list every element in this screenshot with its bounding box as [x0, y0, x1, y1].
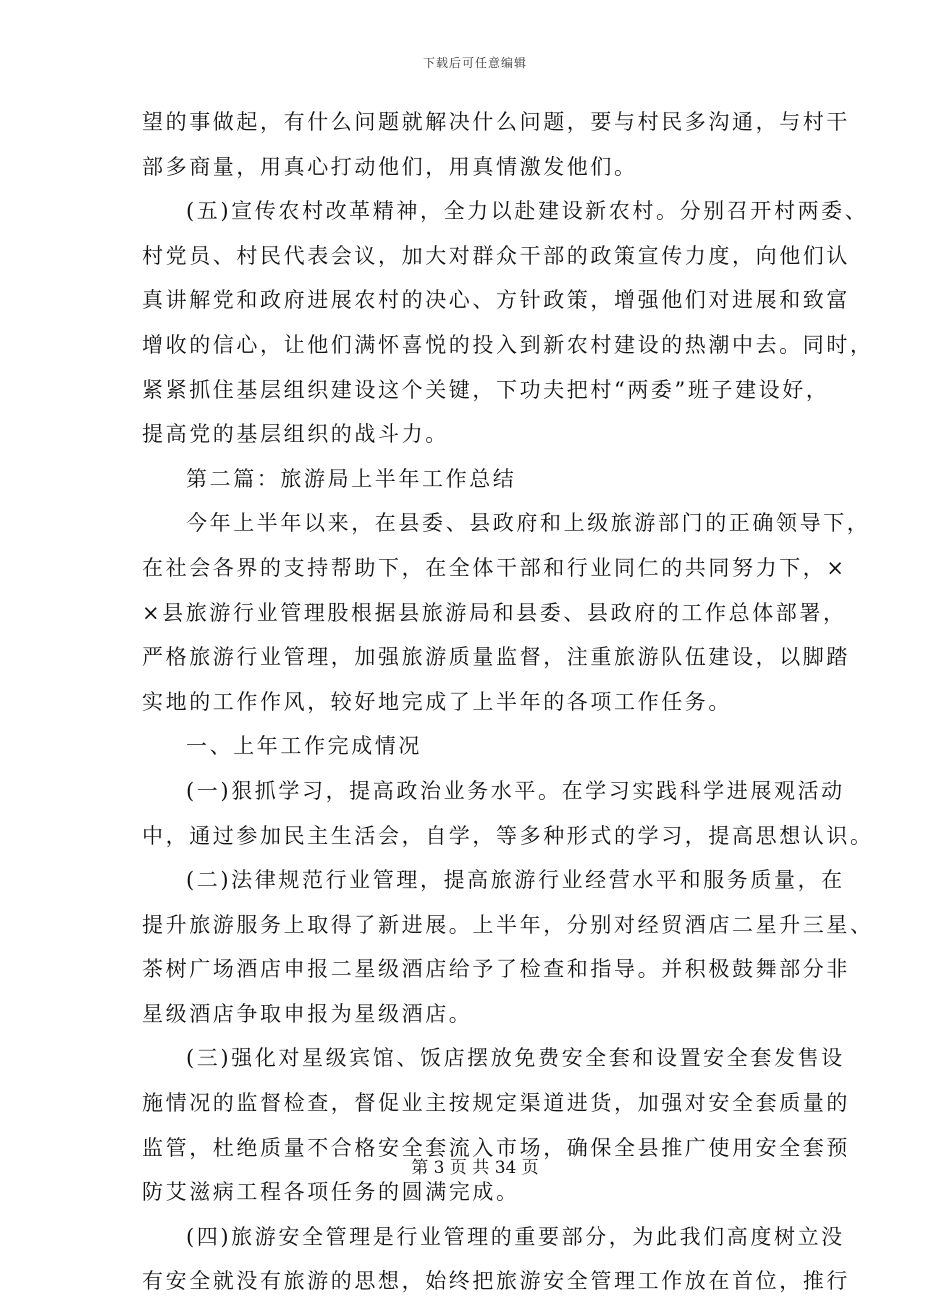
- text-line: 星级酒店争取申报为星级酒店。: [142, 1001, 473, 1026]
- text-line: 提高党的基层组织的战斗力。: [142, 422, 449, 447]
- text-line: 防艾滋病工程各项任务的圆满完成。: [142, 1180, 520, 1205]
- text-line: 有安全就没有旅游的思想，始终把旅游安全管理工作放在首位，推行: [142, 1269, 850, 1294]
- text-line: 提升旅游服务上取得了新进展。上半年，分别对经贸酒店二星升三星、: [142, 912, 874, 937]
- text-line: 增收的信心，让他们满怀喜悦的投入到新农村建设的热潮中去。同时，: [142, 332, 874, 357]
- text-line: 严格旅游行业管理，加强旅游质量监督，注重旅游队伍建设，以脚踏: [142, 645, 850, 670]
- text-line: 真讲解党和政府进展农村的决心、方针政策，增强他们对进展和致富: [142, 288, 850, 313]
- document-body: [142, 100, 874, 1304]
- text-line: (四)旅游安全管理是行业管理的重要部分，为此我们高度树立没: [186, 1224, 845, 1249]
- text-line: 监管，杜绝质量不合格安全套流入市场，确保全县推广使用安全套预: [142, 1135, 850, 1160]
- text-line: 紧紧抓住基层组织建设这个关键，下功夫把村“两委”班子建设好，: [142, 377, 830, 402]
- text-line: 施情况的监督检查，督促业主按规定渠道进货，加强对安全套质量的: [142, 1091, 850, 1116]
- page-number: 第 3 页 共 34 页: [411, 1158, 539, 1178]
- text-line: 部多商量，用真心打动他们，用真情激发他们。: [142, 154, 638, 179]
- text-line: 今年上半年以来，在县委、县政府和上级旅游部门的正确领导下，: [186, 511, 871, 536]
- text-line: 茶树广场酒店申报二星级酒店给予了检查和指导。并积极鼓舞部分非: [142, 957, 850, 982]
- text-line: (五)宣传农村改革精神，全力以赴建设新农村。分别召开村两委、: [186, 199, 869, 224]
- text-line: ×县旅游行业管理股根据县旅游局和县委、县政府的工作总体部署，: [142, 600, 847, 625]
- section-heading: 第二篇：旅游局上半年工作总结: [186, 466, 517, 491]
- section-heading: 一、上年工作完成情况: [186, 734, 422, 759]
- page-header: 下载后可任意编辑: [422, 56, 527, 70]
- text-line: (一)狠抓学习，提高政治业务水平。在学习实践科学进展观活动: [186, 778, 845, 803]
- text-line: 在社会各界的支持帮助下，在全体干部和行业同仁的共同努力下，×: [142, 555, 847, 580]
- text-line: (二)法律规范行业管理，提高旅游行业经营水平和服务质量，在: [186, 868, 845, 893]
- text-line: 实地的工作作风，较好地完成了上半年的各项工作任务。: [142, 689, 732, 714]
- text-line: 望的事做起，有什么问题就解决什么问题，要与村民多沟通，与村干: [142, 110, 850, 134]
- text-line: 村党员、村民代表会议，加大对群众干部的政策宣传力度，向他们认: [142, 243, 850, 268]
- text-line: 中，通过参加民主生活会，自学，等多种形式的学习，提高思想认识。: [142, 823, 874, 848]
- text-line: (三)强化对星级宾馆、饭店摆放免费安全套和设置安全套发售设: [186, 1046, 845, 1071]
